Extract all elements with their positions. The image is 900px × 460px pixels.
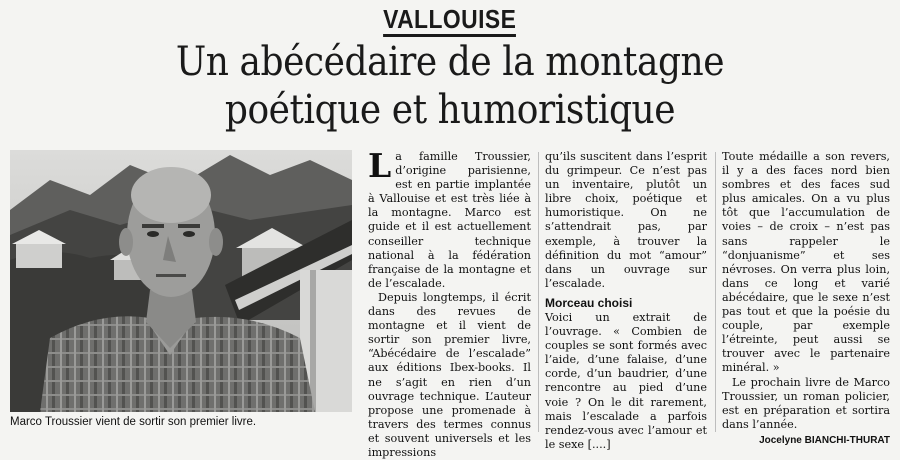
paragraph: qu’ils suscitent dans l’esprit du grimpeur. Ce n’est pas un inventaire, plutôt un libre choix, poétique et humoristique. On ne s’attendrait pas, par exemple, à trouver la définition du mot “amour” dans un ouvrage sur l’escalade. — [545, 150, 707, 290]
portrait-illustration — [10, 150, 352, 412]
paragraph: Depuis longtemps, il écrit dans des revues de montagne et il vient de sortir son premier livre, “Abécédaire de l’escalade” aux éditions Ibex-books. Il ne s’agit en rien d’un ouvrage technique. L’auteur propose une promenade à travers des termes connus et souvent universels et les impressions — [368, 290, 531, 459]
article-column-3 — [722, 150, 890, 448]
paragraph-text: a famille Troussier, d’origine parisienne, est en partie implantée à Vallouise et est très liée à la montagne. Marco est guide et il est actuellement conseiller technique national à la fédération française de la montagne et de l’escalade. — [368, 150, 531, 290]
drop-cap: L — [368, 146, 392, 185]
portrait-photo — [10, 150, 352, 412]
kicker-text: VALLOUISE — [383, 4, 516, 37]
column-divider — [715, 152, 716, 432]
paragraph — [368, 146, 531, 291]
section-kicker — [0, 4, 900, 37]
article-headline — [0, 38, 900, 134]
paragraph: Toute médaille a son revers, il y a des faces nord bien sombres et des faces sud plus amicales. On a vu plus tôt que l’accumulation de voies – de croix – n’est pas sans rappeler le “donjuanisme” et ses névroses. On verra plus loin, dans ce long et varié abécédaire, que le sexe n’est pas tout et que la poésie du couple, par exemple l’étreinte, peut aussi se trouver avec le partenaire minéral. » — [722, 150, 890, 375]
author-signature: Jocelyne BIANCHI-THURAT — [759, 434, 890, 446]
photo-caption: Marco Troussier vient de sortir son premier livre. — [10, 416, 257, 428]
article-column-2 — [545, 150, 707, 452]
column-divider — [538, 152, 539, 432]
article-column-1 — [368, 146, 531, 460]
headline-line-2: poétique et humoristique — [224, 87, 676, 133]
paragraph: Le prochain livre de Marco Troussier, un roman policier, est en préparation et sortira dans l’année. — [722, 375, 890, 431]
subheading: Morceau choisi — [545, 295, 633, 310]
quote-paragraph: Voici un extrait de l’ouvrage. « Combien de couples se sont formés avec l’aide, d’une falaise, d’une corde, d’un baudrier, d’une rencontre au pied d’une voie ? On le dit rarement, mais l’escalade a parfois rendez-vous avec l’amour et le sexe [....] — [545, 310, 707, 451]
headline-line-1: Un abécédaire de la montagne — [175, 39, 725, 85]
